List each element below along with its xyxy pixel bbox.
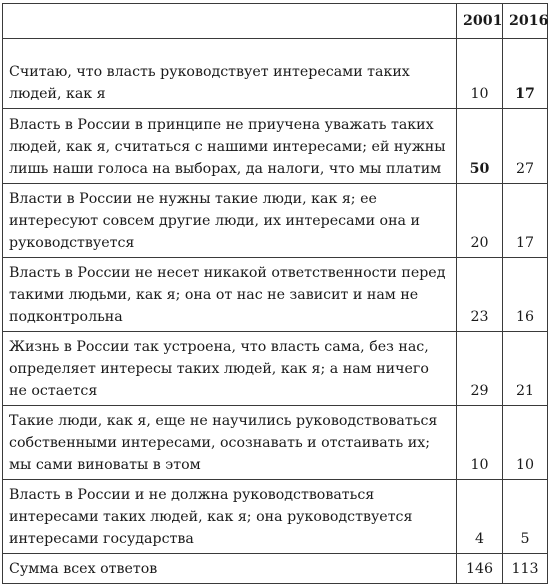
value-2001: 4	[457, 480, 503, 554]
table-row	[3, 332, 548, 406]
value-2001: 20	[457, 184, 503, 258]
table-row	[3, 39, 548, 109]
survey-table-container	[2, 3, 548, 584]
value-2016: 21	[503, 332, 548, 406]
table-row	[3, 480, 548, 554]
value-2016: 17	[503, 184, 548, 258]
statement-cell: Власть в России и не должна руководствоваться интересами таких людей, как я; она руководствуется интересами государства	[3, 480, 457, 554]
value-2016: 27	[503, 109, 548, 184]
header-year-2001: 2001	[457, 4, 503, 39]
value-2001: 29	[457, 332, 503, 406]
value-2001: 10	[457, 39, 503, 109]
table-row	[3, 109, 548, 184]
table-row	[3, 406, 548, 480]
statement-cell: Считаю, что власть руководствует интересами таких людей, как я	[3, 39, 457, 109]
value-2001: 23	[457, 258, 503, 332]
total-label: Сумма всех ответов	[3, 554, 457, 584]
statement-cell: Жизнь в России так устроена, что власть сама, без нас, определяет интересы таких людей, как я; а нам ничего не остается	[3, 332, 457, 406]
statement-cell: Власть в России не несет никакой ответственности перед такими людьми, как я; она от нас не зависит и нам не подконтрольна	[3, 258, 457, 332]
value-2001: 50	[457, 109, 503, 184]
value-2016: 10	[503, 406, 548, 480]
total-row	[3, 554, 548, 584]
statement-cell: Такие люди, как я, еще не научились руководствоваться собственными интересами, осознавать и отстаивать их; мы сами виноваты в этом	[3, 406, 457, 480]
survey-table	[2, 3, 548, 584]
total-2016: 113	[503, 554, 548, 584]
statement-cell: Власти в России не нужны такие люди, как я; ее интересуют совсем другие люди, их интересами она и руководствуется	[3, 184, 457, 258]
total-2001: 146	[457, 554, 503, 584]
table-row	[3, 258, 548, 332]
value-2016: 16	[503, 258, 548, 332]
header-statement-cell	[3, 4, 457, 39]
statement-cell: Власть в России в принципе не приучена уважать таких людей, как я, считаться с нашими интересами; ей нужны лишь наши голоса на выборах, да налоги, что мы платим	[3, 109, 457, 184]
header-year-2016: 2016	[503, 4, 548, 39]
value-2001: 10	[457, 406, 503, 480]
value-2016: 5	[503, 480, 548, 554]
table-row	[3, 184, 548, 258]
value-2016: 17	[503, 39, 548, 109]
header-row	[3, 4, 548, 39]
